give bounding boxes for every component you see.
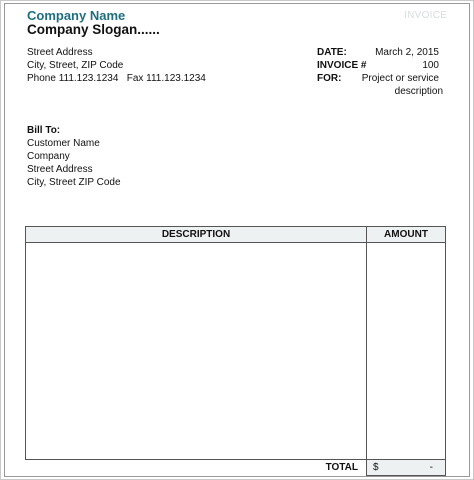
bill-to-name: Customer Name	[27, 138, 100, 149]
bill-to-city: City, Street ZIP Code	[27, 177, 121, 188]
amount-cell[interactable]	[367, 243, 446, 460]
total-label: TOTAL	[26, 460, 367, 476]
description-column-header: DESCRIPTION	[26, 227, 367, 243]
bill-to-street: Street Address	[27, 164, 93, 175]
company-slogan: Company Slogan......	[27, 22, 160, 37]
bill-to-company: Company	[27, 151, 70, 162]
amount-column-header: AMOUNT	[367, 227, 446, 243]
invoice-page	[4, 3, 470, 477]
for-value-line-1: Project or service	[361, 73, 439, 84]
bill-to-label: Bill To:	[27, 125, 61, 136]
for-label: FOR:	[317, 73, 342, 84]
sender-city: City, Street, ZIP Code	[27, 60, 124, 71]
company-name: Company Name	[27, 8, 126, 23]
invoice-number-value: 100	[422, 60, 439, 71]
document-title: INVOICE	[404, 10, 448, 21]
for-value-line-2: description	[394, 86, 443, 97]
total-currency: $	[373, 462, 379, 473]
date-label: DATE:	[317, 47, 347, 58]
sender-street: Street Address	[27, 47, 93, 58]
line-items-table	[25, 226, 446, 476]
invoice-number-label: INVOICE #	[317, 60, 367, 71]
total-amount	[367, 460, 446, 476]
sender-phone-fax: Phone 111.123.1234 Fax 111.123.1234	[27, 73, 206, 84]
total-value: -	[429, 462, 433, 473]
date-value: March 2, 2015	[375, 47, 439, 58]
description-cell[interactable]	[26, 243, 367, 460]
